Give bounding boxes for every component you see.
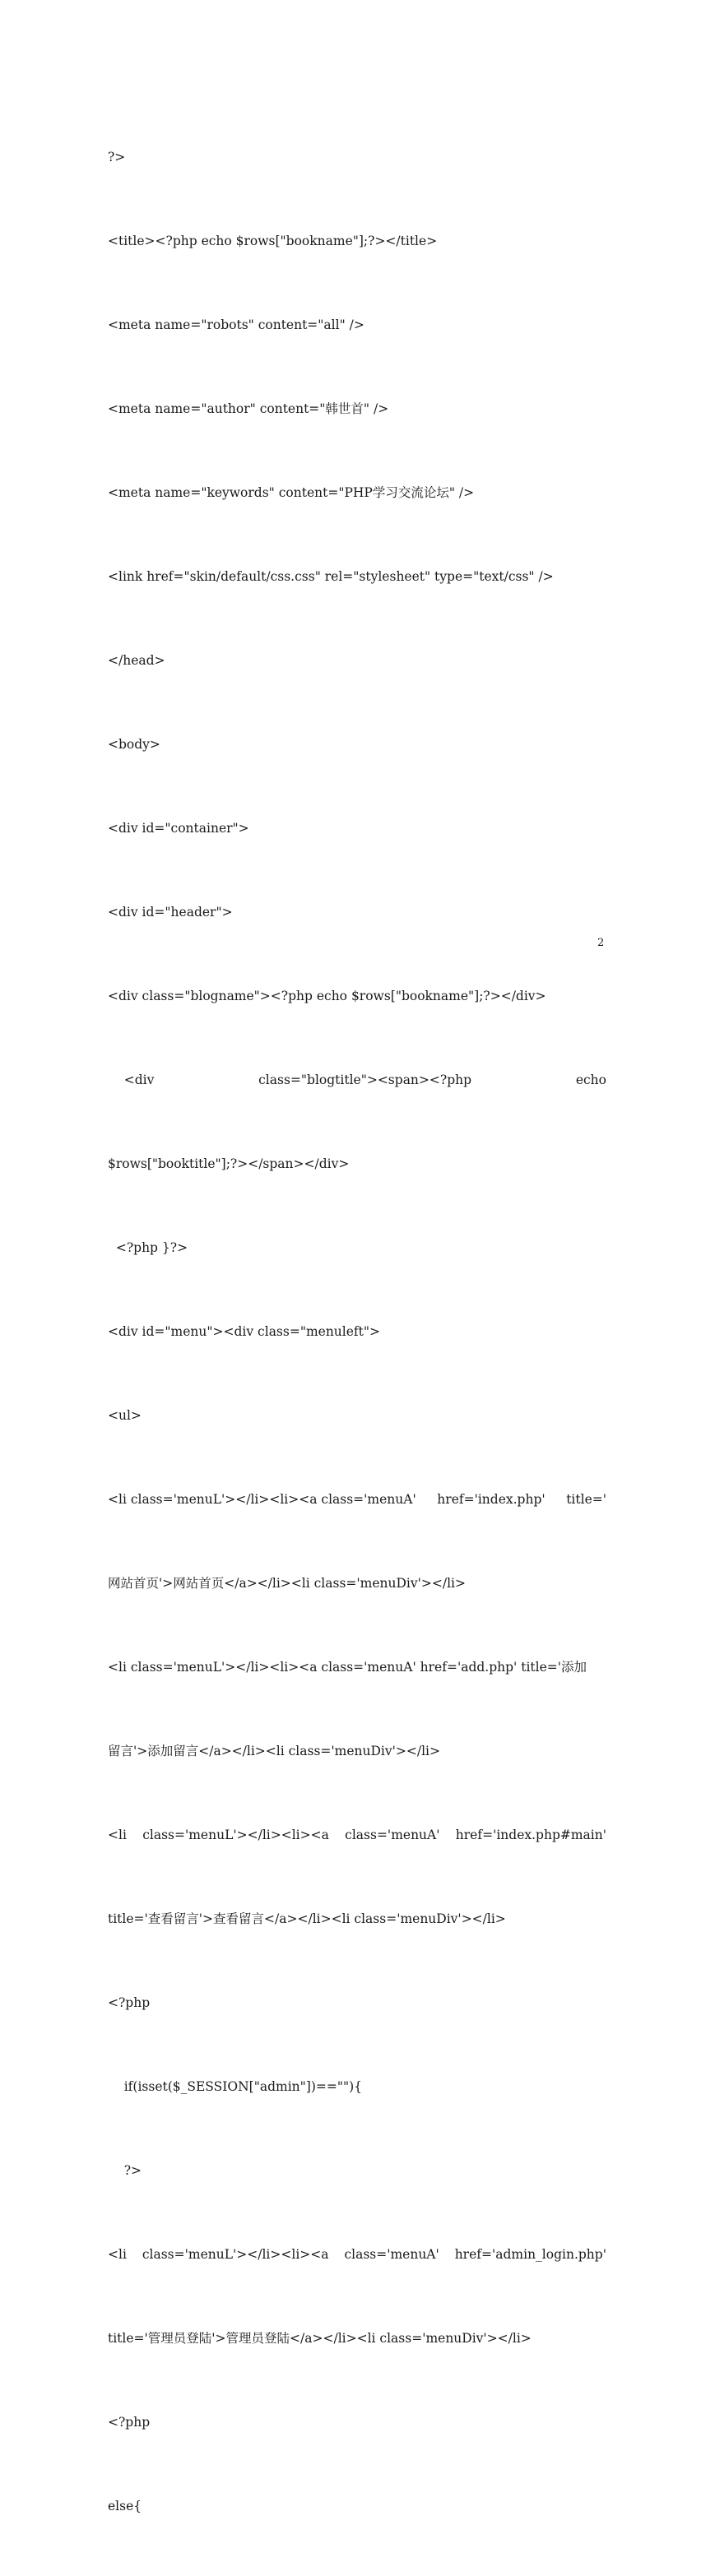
code-line-27: title='管理员登陆'>管理员登陆</a></li><li class='menuDiv'></li> — [108, 2331, 532, 2346]
code-line-14: <?php }?> — [108, 1240, 188, 1255]
code-line-21-part-3: class='menuA' — [345, 1828, 440, 1842]
code-line-12-part-3: echo — [575, 1073, 606, 1087]
code-line-21-part-1: <li — [108, 1828, 127, 1842]
code-line-12-part-2: class="blogtitle"><span><?php — [258, 1073, 472, 1087]
code-line-6: <link href="skin/default/css.css" rel="stylesheet" type="text/css" /> — [108, 569, 554, 584]
code-line-5: <meta name="keywords" content="PHP学习交流论坛" /> — [108, 485, 475, 500]
code-line-28: <?php — [108, 2415, 151, 2430]
code-line-12 — [108, 1066, 606, 1094]
code-line-26-part-2: class='menuL'></li><li><a — [142, 2247, 329, 2262]
code-line-8: <body> — [108, 737, 160, 752]
code-line-21 — [108, 1821, 606, 1849]
code-line-10: <div id="header"> — [108, 905, 233, 920]
code-line-7: </head> — [108, 653, 165, 668]
page-number: 2 — [597, 937, 605, 949]
code-line-4: <meta name="author" content="韩世首" /> — [108, 401, 389, 416]
code-line-25: ?> — [108, 2163, 142, 2178]
code-line-20: 留言'>添加留言</a></li><li class='menuDiv'></li> — [108, 1744, 440, 1758]
code-line-26-part-1: <li — [108, 2247, 127, 2262]
code-line-11: <div class="blogname"><?php echo $rows["bookname"];?></div> — [108, 989, 546, 1003]
code-line-29: else{ — [108, 2499, 142, 2513]
code-line-26-part-3: class='menuA' — [344, 2247, 439, 2262]
code-line-26-part-4: href='admin_login.php' — [454, 2247, 606, 2262]
code-line-17-part-3: title=' — [566, 1492, 606, 1507]
code-line-1: ?> — [108, 150, 126, 164]
code-line-2: <title><?php echo $rows["bookname"];?></title> — [108, 234, 438, 248]
code-line-3: <meta name="robots" content="all" /> — [108, 317, 364, 332]
code-line-16: <ul> — [108, 1408, 142, 1423]
code-line-12-part-1: <div — [108, 1073, 155, 1087]
code-listing — [108, 87, 606, 2576]
code-line-24: if(isset($_SESSION["admin"])==""){ — [108, 2079, 363, 2094]
code-line-15: <div id="menu"><div class="menuleft"> — [108, 1324, 381, 1339]
code-line-22: title='查看留言'>查看留言</a></li><li class='menuDiv'></li> — [108, 1911, 506, 1926]
code-line-26 — [108, 2240, 606, 2268]
code-line-21-part-4: href='index.php#main' — [455, 1828, 606, 1842]
code-line-19: <li class='menuL'></li><li><a class='menuA' href='add.php' title='添加 — [108, 1660, 587, 1675]
code-line-17-part-2: href='index.php' — [437, 1492, 546, 1507]
code-line-13: $rows["booktitle"];?></span></div> — [108, 1156, 350, 1171]
code-line-17-part-1: <li class='menuL'></li><li><a class='menuA' — [108, 1492, 416, 1507]
code-line-21-part-2: class='menuL'></li><li><a — [142, 1828, 329, 1842]
code-line-18: 网站首页'>网站首页</a></li><li class='menuDiv'></li> — [108, 1576, 466, 1591]
code-line-23: <?php — [108, 1995, 151, 2010]
code-line-17 — [108, 1485, 606, 1513]
code-line-9: <div id="container"> — [108, 821, 249, 836]
